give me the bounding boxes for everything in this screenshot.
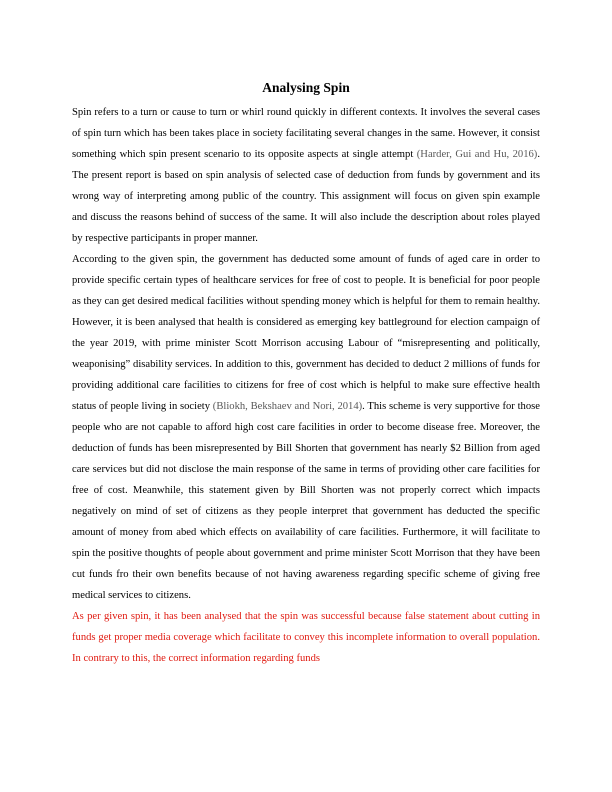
intro-text-start: Spin refers to a turn or cause to turn or whirl round quickly in different contexts. It involves the several cases of spin turn which has been takes place in society facilitating several changes in the same. However, it consist something which spin present scenario to its opposite aspects at single attempt (72, 107, 540, 160)
paragraph-spin-description (72, 249, 540, 606)
intro-text-end: . The present report is based on spin analysis of selected case of deduction from funds by government and its wrong way of interpreting among public of the country. This assignment will focus on given spin example and discuss the reasons behind of success of the same. It will also include the description about roles played by respective participants in proper manner. (72, 149, 540, 244)
citation-harder: (Harder, Gui and Hu, 2016) (416, 149, 538, 160)
document-title: Analysing Spin (262, 80, 350, 95)
citation-bliokh: (Bliokh, Bekshaev and Nori, 2014) (212, 401, 363, 412)
paragraph-introduction (72, 102, 540, 249)
spin-text-start: According to the given spin, the government has deducted some amount of funds of aged care in order to provide specific certain types of healthcare services for free of cost to people. It is beneficial for poor people as they can get desired medical facilities without spending money which is helpful for them to remain healthy. However, it is been analysed that health is considered as emerging key battleground for election campaign of the year 2019, with prime minister Scott Morrison accusing Labour of “misrepresenting and politically, weaponising” disability services. In addition to this, government has decided to deduct 2 millions of funds for providing additional care facilities to citizens for free of cost which is helpful to make sure effective health status of people living in society (72, 254, 540, 412)
paragraph-spin-success: As per given spin, it has been analysed that the spin was successful because false statement about cutting in funds get proper media coverage which facilitate to convey this incomplete information to overall population. In contrary to this, the correct information regarding funds (72, 611, 540, 664)
spin-text-end: . This scheme is very supportive for those people who are not capable to afford high cost care facilities in order to become disease free. Moreover, the deduction of funds has been misrepresented by Bill Shorten that government has nearly $2 Billion from aged care services but did not disclose the main response of the same in terms of providing other care facilities for free of cost. Meanwhile, this statement given by Bill Shorten was not properly correct which impacts negatively on mind of set of citizens as they people interpret that government has deducted the specific amount of money from abed which effects on availability of care facilities. Furthermore, it will facilitate to spin the positive thoughts of people about government and prime minister Scott Morrison that they have been cut funds fro their own benefits because of not having awareness regarding specific scheme of giving free medical services to citizens. (72, 401, 540, 601)
